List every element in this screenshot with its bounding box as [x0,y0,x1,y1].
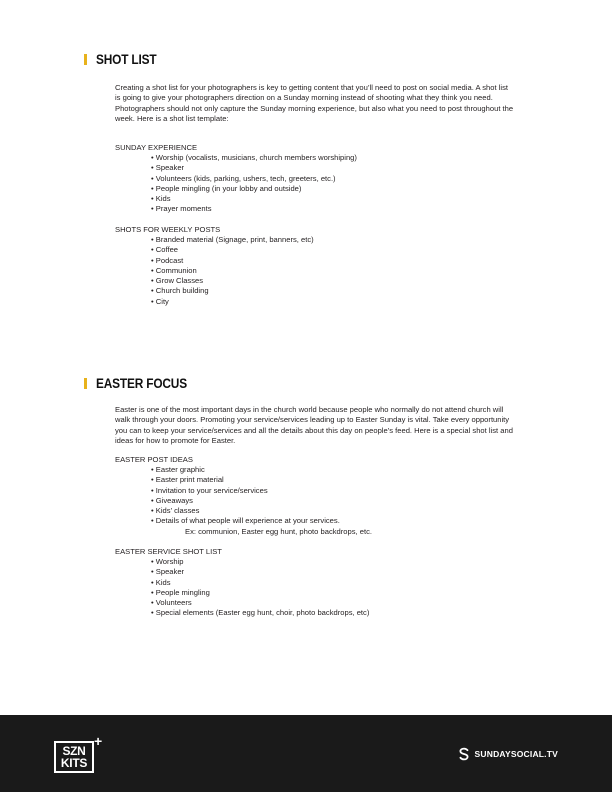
sunday-social-url: SUNDAYSOCIAL.TV [474,749,558,759]
shot-list-title-text: SHOT LIST [96,52,157,67]
easter-post-ideas-list [151,465,340,527]
list-item: • People mingling (in your lobby and outside) [151,184,357,194]
list-item: • Giveaways [151,496,340,506]
list-item: • Speaker [151,163,357,173]
easter-post-ideas-heading: EASTER POST IDEAS [115,455,193,464]
title-accent-bar [84,54,87,65]
easter-intro: Easter is one of the most important days in the church world because people who normally do not attend church will walk through your doors. Promoting your service/services leading up to Easter Sunday is vital. Take every opportunity you can to keep your service/services and all the details about this day on people’s feed. Here is a special shot list and ideas for how to promote for Easter. [115,405,513,445]
list-item: • Easter print material [151,475,340,485]
list-item: • Details of what people will experience at your services. [151,516,340,526]
list-item: • Kids [151,578,369,588]
sunday-experience-list [151,153,357,215]
shot-list-title [84,52,165,67]
logo-line-kits: KITS [60,756,88,770]
sunday-experience-heading: SUNDAY EXPERIENCE [115,143,198,152]
szn-kits-logo-box [54,741,94,773]
weekly-posts-list [151,235,314,307]
list-item: • Communion [151,266,314,276]
list-item: • Prayer moments [151,204,357,214]
sunday-social-brand [457,747,558,761]
easter-focus-title-text: EASTER FOCUS [96,376,187,391]
list-item: • Church building [151,286,314,296]
list-item: • Grow Classes [151,276,314,286]
list-item: • Branded material (Signage, print, banners, etc) [151,235,314,245]
easter-service-heading: EASTER SERVICE SHOT LIST [115,547,222,556]
shot-list-intro: Creating a shot list for your photographers is key to getting content that you’ll need to post on social media. A shot list is going to give your photographers direction on a Sunday morning instead of shooting what they think you need. Photographers should not only capture the Sunday morning experience, but also what you need to post throughout the week. Here is a shot list template: [115,83,514,123]
title-accent-bar [84,378,87,389]
footer [0,715,612,792]
list-item: • Special elements (Easter egg hunt, choir, photo backdrops, etc) [151,608,369,618]
list-item: • City [151,297,314,307]
easter-post-example: Ex: communion, Easter egg hunt, photo backdrops, etc. [185,527,372,536]
list-item: • Volunteers (kids, parking, ushers, tech, greeters, etc.) [151,174,357,184]
easter-focus-title [84,376,199,391]
plus-icon: + [94,733,103,749]
sunday-social-logo-icon [457,747,471,761]
list-item: • Easter graphic [151,465,340,475]
easter-service-list [151,557,369,619]
list-item: • Kids’ classes [151,506,340,516]
logo-line-szn: SZN [62,744,86,758]
list-item: • Coffee [151,245,314,255]
weekly-posts-heading: SHOTS FOR WEEKLY POSTS [115,225,221,234]
szn-kits-logo [54,734,104,776]
list-item: • Speaker [151,567,369,577]
list-item: • Volunteers [151,598,369,608]
list-item: • People mingling [151,588,369,598]
list-item: • Invitation to your service/services [151,486,340,496]
list-item: • Worship [151,557,369,567]
list-item: • Kids [151,194,357,204]
list-item: • Podcast [151,256,314,266]
list-item: • Worship (vocalists, musicians, church members worshiping) [151,153,357,163]
